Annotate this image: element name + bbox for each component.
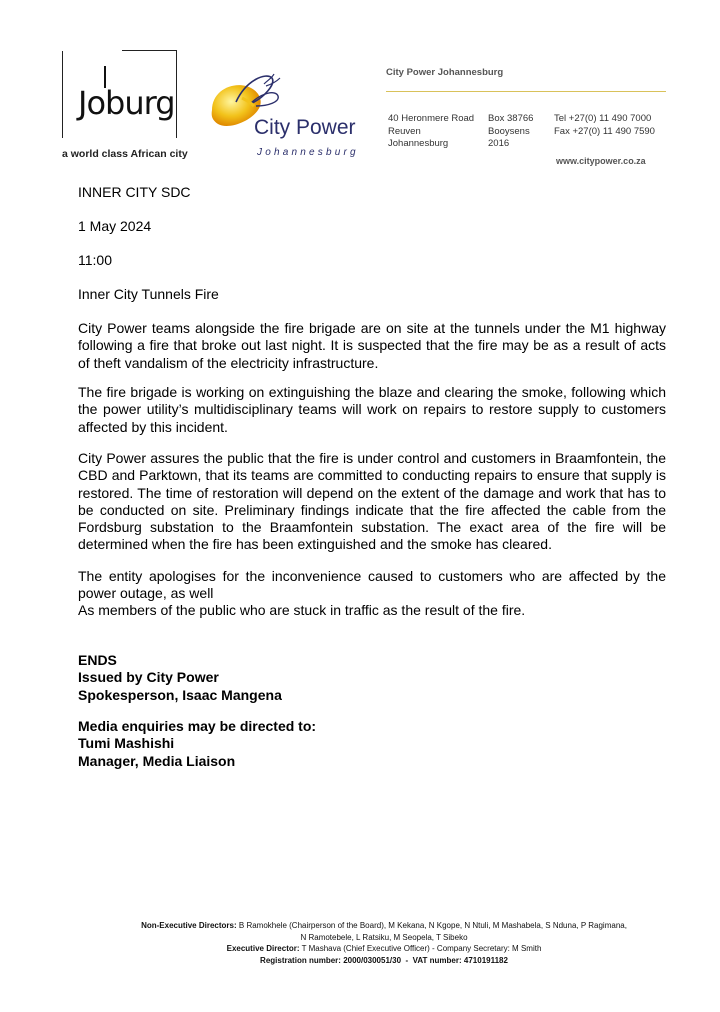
directors-label: Non-Executive Directors: (141, 921, 237, 930)
paragraph-5: As members of the public who are stuck in traffic as the result of the fire. (78, 602, 526, 618)
header-rule (386, 91, 666, 92)
letter-time: 11:00 (78, 252, 112, 268)
directors-list-2: N Ramotebele, L Ratsiku, M Seopela, T Sibeko (300, 932, 468, 942)
paragraph-4: The entity apologises for the inconvenience caused to customers who are affected by the power outage, as well (78, 568, 666, 602)
closing-spokesperson: Spokesperson, Isaac Mangena (78, 686, 282, 703)
reg-number: 2000/030051/30 (343, 955, 402, 965)
address-line: 40 Heronmere Road (388, 113, 475, 124)
closing-block (78, 652, 666, 704)
joburg-logo-wordmark: Joburg (78, 84, 175, 122)
reg-label: Registration number: (260, 955, 341, 965)
box-line: Box 38766 (488, 113, 534, 124)
media-heading: Media enquiries may be directed to: (78, 718, 317, 734)
media-contact-title: Manager, Media Liaison (78, 752, 236, 769)
directors-list: B Ramokhele (Chairperson of the Board), M Kekana, N Kgope, N Ntuli, M Mashabela, S Nduna, P Ragimana, (238, 921, 627, 930)
vat-number: 4710191182 (463, 955, 508, 965)
footer-directors (80, 920, 688, 932)
footer-exec (80, 943, 688, 955)
header-box (488, 113, 533, 151)
joburg-tagline: a world class African city (62, 148, 188, 160)
footer-registration: Registration number: 2000/030051/30 - VAT number: 4710191182 (260, 955, 508, 965)
footer (80, 920, 688, 966)
city-power-logo-sub: Johannesburg (257, 147, 359, 158)
paragraph-3: City Power assures the public that the fire is under control and customers in Braamfontein, the CBD and Parktown, that its teams are committed to conducting repairs to ensure that supply is restored. The time of restoration will depend on the extent of the damage and work that has to be conducted on site. Preliminary findings indicate that the fire affected the cable from the Fordsburg substation to the Braamfontein substation. The exact area of the fire will be determined when the fire has been extinguished and the smoke has cleared. (78, 450, 666, 553)
exec-text: T Mashava (Chief Executive Officer) - Company Secretary: M Smith (301, 944, 542, 953)
paragraph-1: City Power teams alongside the fire brigade are on site at the tunnels under the M1 highway following a fire that broke out last night. It is suspected that the fire may be as a result of acts of theft vandalism of the electricity infrastructure. (78, 320, 666, 371)
exec-label: Executive Director: (226, 944, 300, 953)
header-website-link[interactable]: www.citypower.co.za (556, 156, 646, 166)
closing-ends: ENDS (78, 652, 117, 668)
box-line: 2016 (488, 138, 510, 149)
header-address (388, 113, 474, 151)
media-block (78, 718, 666, 770)
tel-line: Tel +27(0) 11 490 7000 (554, 113, 652, 124)
closing-issued-by: Issued by City Power (78, 669, 219, 686)
paragraph-2: The fire brigade is working on extinguishing the blaze and clearing the smoke, following which the power utility’s multidisciplinary teams will work on repairs to restore supply to customers affected by this incident. (78, 384, 666, 435)
address-line: Johannesburg (388, 138, 449, 149)
box-line: Booysens (488, 125, 530, 137)
letter-date: 1 May 2024 (78, 218, 152, 234)
vat-label: VAT number: (412, 955, 462, 965)
letter-subject: Inner City Tunnels Fire (78, 286, 219, 302)
letter-recipient: INNER CITY SDC (78, 184, 191, 200)
header-contact (554, 113, 655, 138)
city-power-logo-name: City Power (254, 116, 356, 139)
address-line: Reuven (388, 125, 421, 137)
header-company: City Power Johannesburg (386, 67, 504, 78)
fax-line: Fax +27(0) 11 490 7590 (554, 125, 655, 137)
media-contact-name: Tumi Mashishi (78, 735, 175, 752)
